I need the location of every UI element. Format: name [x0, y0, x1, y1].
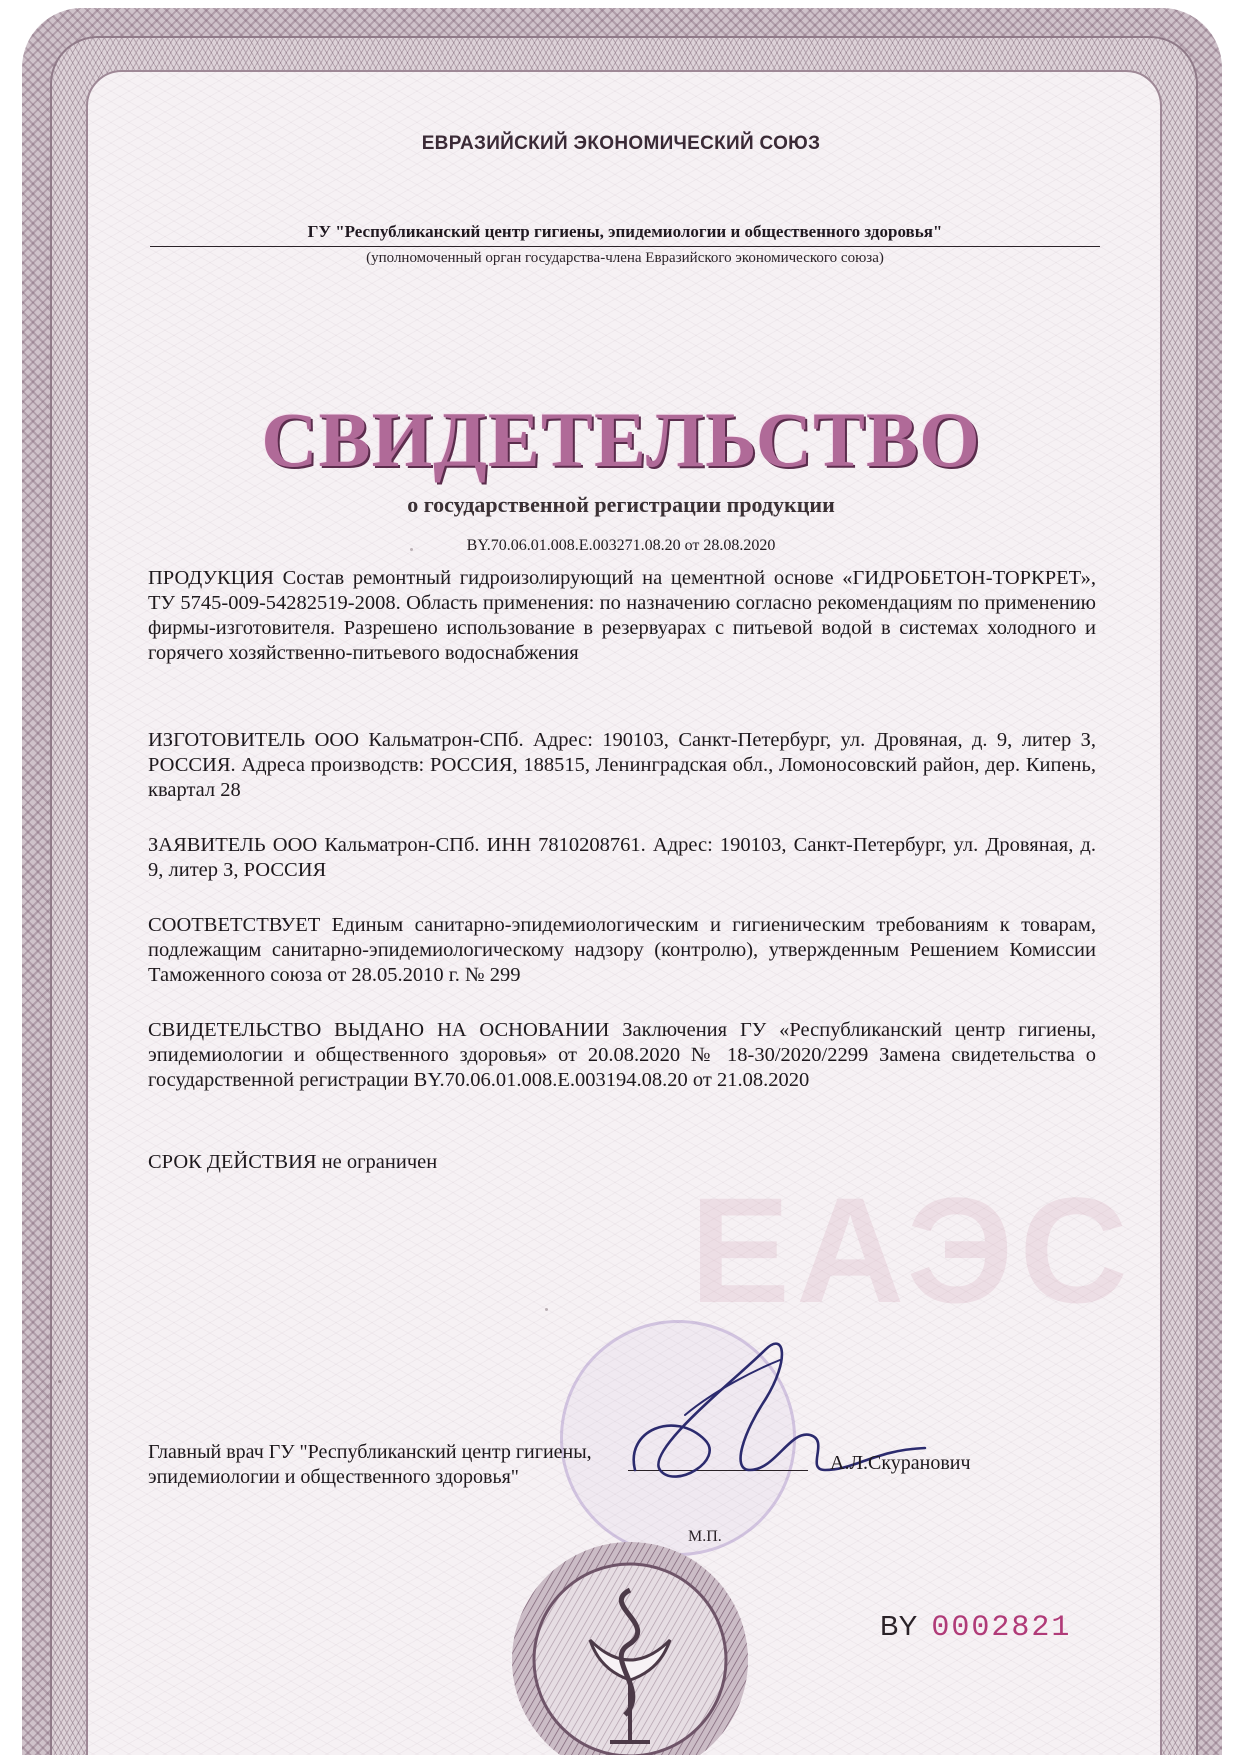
organization-underline — [150, 246, 1100, 247]
seal-mark: М.П. — [688, 1528, 722, 1545]
signer-position: Главный врач ГУ "Республиканский центр гигиены, эпидемиологии и общественного здоровья" — [148, 1441, 592, 1488]
paper-speck — [545, 1308, 548, 1311]
registration-number: BY.70.06.01.008.E.003271.08.20 от 28.08.2020 — [466, 537, 776, 554]
basis-section: СВИДЕТЕЛЬСТВО ВЫДАНО НА ОСНОВАНИИ Заключения ГУ «Республиканский центр гигиены, эпидемиологии и общественного здоровья» от 20.08.2020 № 18-30/2020/2299 Замена свидетельства о государственной регистрации BY.70.06.01.008.E.003194.08.20 от 21.08.2020 — [148, 1019, 1096, 1091]
handwritten-signature — [615, 1320, 935, 1510]
applicant-section: ЗАЯВИТЕЛЬ ООО Кальматрон-СПб. ИНН 7810208761. Адрес: 190103, Санкт-Петербург, ул. Дровяная, д. 9, литер З, РОССИЯ — [148, 834, 1096, 881]
validity-section: СРОК ДЕЙСТВИЯ не ограничен — [148, 1151, 438, 1173]
organization-note: (уполномоченный орган государства-члена Евразийского экономического союза) — [366, 250, 884, 266]
hologram-seal-icon — [500, 1530, 760, 1755]
product-section: ПРОДУКЦИЯ Состав ремонтный гидроизолирующий на цементной основе «ГИДРОБЕТОН-ТОРКРЕТ», ТУ 5745-009-54282519-2008. Область применения: по назначению согласно рекомендациям по применению фирмы-изготовителя. Разрешено использование в резервуарах с питьевой водой в системах холодного и горячего хозяйственно-питьевого водоснабжения — [148, 567, 1096, 664]
union-heading: ЕВРАЗИЙСКИЙ ЭКОНОМИЧЕСКИЙ СОЮЗ — [421, 133, 821, 154]
serial-number — [880, 1610, 1071, 1645]
serial-prefix: BY — [880, 1610, 918, 1641]
certificate-title: СВИДЕТЕЛЬСТВО — [261, 396, 981, 483]
manufacturer-section: ИЗГОТОВИТЕЛЬ ООО Кальматрон-СПб. Адрес: 190103, Санкт-Петербург, ул. Дровяная, д. 9, литер З, РОССИЯ. Адреса производств: РОССИЯ, 188515, Ленинградская обл., Ломоносовский район, дер. Кипень, квартал 28 — [148, 729, 1096, 801]
conformity-section: СООТВЕТСТВУЕТ Единым санитарно-эпидемиологическим и гигиеническим требованиям к товарам, подлежащим санитарно-эпидемиологическому надзору (контролю), утвержденным Решением Комиссии Таможенного союза от 28.05.2010 г. № 299 — [148, 914, 1096, 986]
serial-digits: 0002821 — [931, 1611, 1072, 1645]
signer-name: А.Л.Скуранович — [830, 1452, 971, 1474]
paper-speck — [58, 1380, 61, 1383]
issuing-organization: ГУ "Республиканский центр гигиены, эпидемиологии и общественного здоровья" — [307, 222, 943, 241]
eaeu-watermark: ЕАЭС — [690, 1166, 1134, 1334]
certificate-subtitle: о государственной регистрации продукции — [407, 492, 835, 517]
paper-speck — [410, 548, 413, 551]
